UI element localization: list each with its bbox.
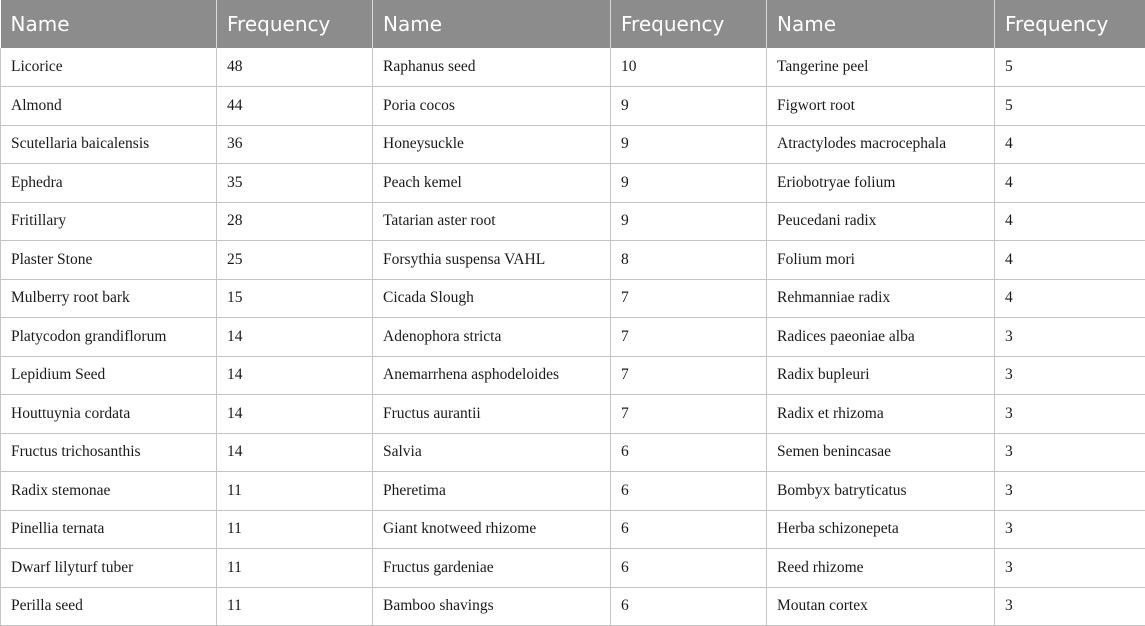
herb-name-cell: Plaster Stone	[1, 241, 217, 280]
table-row	[1, 48, 1145, 87]
table-row	[1, 318, 1145, 357]
table-row	[1, 587, 1145, 626]
herb-name-cell: Platycodon grandiflorum	[1, 318, 217, 357]
table-row	[1, 87, 1145, 126]
header-name-1: Name	[1, 0, 217, 48]
herb-name-cell: Radix et rhizoma	[767, 395, 995, 434]
frequency-cell: 3	[995, 318, 1145, 357]
header-name-2: Name	[373, 0, 611, 48]
herb-name-cell: Eriobotryae folium	[767, 164, 995, 203]
herb-name-cell: Perilla seed	[1, 587, 217, 626]
herb-name-cell: Bombyx batryticatus	[767, 472, 995, 511]
herb-name-cell: Raphanus seed	[373, 48, 611, 87]
frequency-cell: 3	[995, 356, 1145, 395]
frequency-cell: 9	[611, 202, 767, 241]
header-row	[1, 0, 1145, 48]
herb-name-cell: Peach kemel	[373, 164, 611, 203]
frequency-cell: 9	[611, 87, 767, 126]
table-row	[1, 395, 1145, 434]
herb-name-cell: Scutellaria baicalensis	[1, 125, 217, 164]
table-row	[1, 433, 1145, 472]
herb-name-cell: Almond	[1, 87, 217, 126]
header-frequency-1: Frequency	[217, 0, 373, 48]
frequency-cell: 14	[217, 433, 373, 472]
frequency-cell: 35	[217, 164, 373, 203]
herb-name-cell: Fructus gardeniae	[373, 549, 611, 588]
frequency-cell: 11	[217, 510, 373, 549]
herb-name-cell: Radix stemonae	[1, 472, 217, 511]
frequency-cell: 4	[995, 241, 1145, 280]
herb-name-cell: Salvia	[373, 433, 611, 472]
herb-name-cell: Pheretima	[373, 472, 611, 511]
table-row	[1, 125, 1145, 164]
herb-name-cell: Herba schizonepeta	[767, 510, 995, 549]
herb-name-cell: Rehmanniae radix	[767, 279, 995, 318]
frequency-cell: 7	[611, 395, 767, 434]
frequency-cell: 5	[995, 87, 1145, 126]
frequency-cell: 4	[995, 202, 1145, 241]
table-row	[1, 164, 1145, 203]
frequency-cell: 4	[995, 164, 1145, 203]
header-frequency-2: Frequency	[611, 0, 767, 48]
frequency-cell: 3	[995, 433, 1145, 472]
herb-name-cell: Radices paeoniae alba	[767, 318, 995, 357]
frequency-cell: 7	[611, 279, 767, 318]
herb-name-cell: Fructus aurantii	[373, 395, 611, 434]
herb-name-cell: Peucedani radix	[767, 202, 995, 241]
frequency-cell: 14	[217, 395, 373, 434]
herb-name-cell: Atractylodes macrocephala	[767, 125, 995, 164]
herb-name-cell: Figwort root	[767, 87, 995, 126]
herb-name-cell: Anemarrhena asphodeloides	[373, 356, 611, 395]
table-row	[1, 472, 1145, 511]
herb-name-cell: Tatarian aster root	[373, 202, 611, 241]
frequency-cell: 3	[995, 510, 1145, 549]
table-body	[1, 48, 1145, 626]
frequency-cell: 3	[995, 549, 1145, 588]
table-row	[1, 241, 1145, 280]
frequency-cell: 48	[217, 48, 373, 87]
frequency-cell: 4	[995, 125, 1145, 164]
frequency-cell: 25	[217, 241, 373, 280]
table-row	[1, 356, 1145, 395]
frequency-cell: 3	[995, 472, 1145, 511]
frequency-cell: 8	[611, 241, 767, 280]
table-row	[1, 202, 1145, 241]
herb-name-cell: Houttuynia cordata	[1, 395, 217, 434]
frequency-cell: 9	[611, 125, 767, 164]
herb-name-cell: Moutan cortex	[767, 587, 995, 626]
table-row	[1, 549, 1145, 588]
herb-name-cell: Mulberry root bark	[1, 279, 217, 318]
frequency-cell: 5	[995, 48, 1145, 87]
table-row	[1, 279, 1145, 318]
frequency-cell: 15	[217, 279, 373, 318]
herb-name-cell: Semen benincasae	[767, 433, 995, 472]
frequency-cell: 6	[611, 472, 767, 511]
table-header	[1, 0, 1145, 48]
herb-name-cell: Lepidium Seed	[1, 356, 217, 395]
table-row	[1, 510, 1145, 549]
herb-name-cell: Folium mori	[767, 241, 995, 280]
herb-name-cell: Poria cocos	[373, 87, 611, 126]
herb-name-cell: Fritillary	[1, 202, 217, 241]
herb-name-cell: Pinellia ternata	[1, 510, 217, 549]
herb-name-cell: Radix bupleuri	[767, 356, 995, 395]
frequency-cell: 3	[995, 587, 1145, 626]
herb-name-cell: Giant knotweed rhizome	[373, 510, 611, 549]
herb-name-cell: Honeysuckle	[373, 125, 611, 164]
herb-name-cell: Reed rhizome	[767, 549, 995, 588]
frequency-cell: 44	[217, 87, 373, 126]
frequency-cell: 6	[611, 433, 767, 472]
herb-name-cell: Forsythia suspensa VAHL	[373, 241, 611, 280]
frequency-cell: 14	[217, 318, 373, 357]
herb-name-cell: Fructus trichosanthis	[1, 433, 217, 472]
frequency-cell: 14	[217, 356, 373, 395]
herb-name-cell: Tangerine peel	[767, 48, 995, 87]
frequency-cell: 6	[611, 549, 767, 588]
frequency-cell: 11	[217, 587, 373, 626]
frequency-cell: 4	[995, 279, 1145, 318]
frequency-cell: 6	[611, 510, 767, 549]
frequency-cell: 11	[217, 472, 373, 511]
herb-name-cell: Adenophora stricta	[373, 318, 611, 357]
frequency-cell: 7	[611, 318, 767, 357]
frequency-cell: 11	[217, 549, 373, 588]
herb-name-cell: Dwarf lilyturf tuber	[1, 549, 217, 588]
frequency-cell: 28	[217, 202, 373, 241]
herb-name-cell: Cicada Slough	[373, 279, 611, 318]
frequency-cell: 6	[611, 587, 767, 626]
frequency-cell: 7	[611, 356, 767, 395]
herb-name-cell: Bamboo shavings	[373, 587, 611, 626]
frequency-cell: 3	[995, 395, 1145, 434]
herb-name-cell: Licorice	[1, 48, 217, 87]
frequency-cell: 36	[217, 125, 373, 164]
frequency-cell: 10	[611, 48, 767, 87]
herb-name-cell: Ephedra	[1, 164, 217, 203]
header-name-3: Name	[767, 0, 995, 48]
frequency-cell: 9	[611, 164, 767, 203]
header-frequency-3: Frequency	[995, 0, 1145, 48]
